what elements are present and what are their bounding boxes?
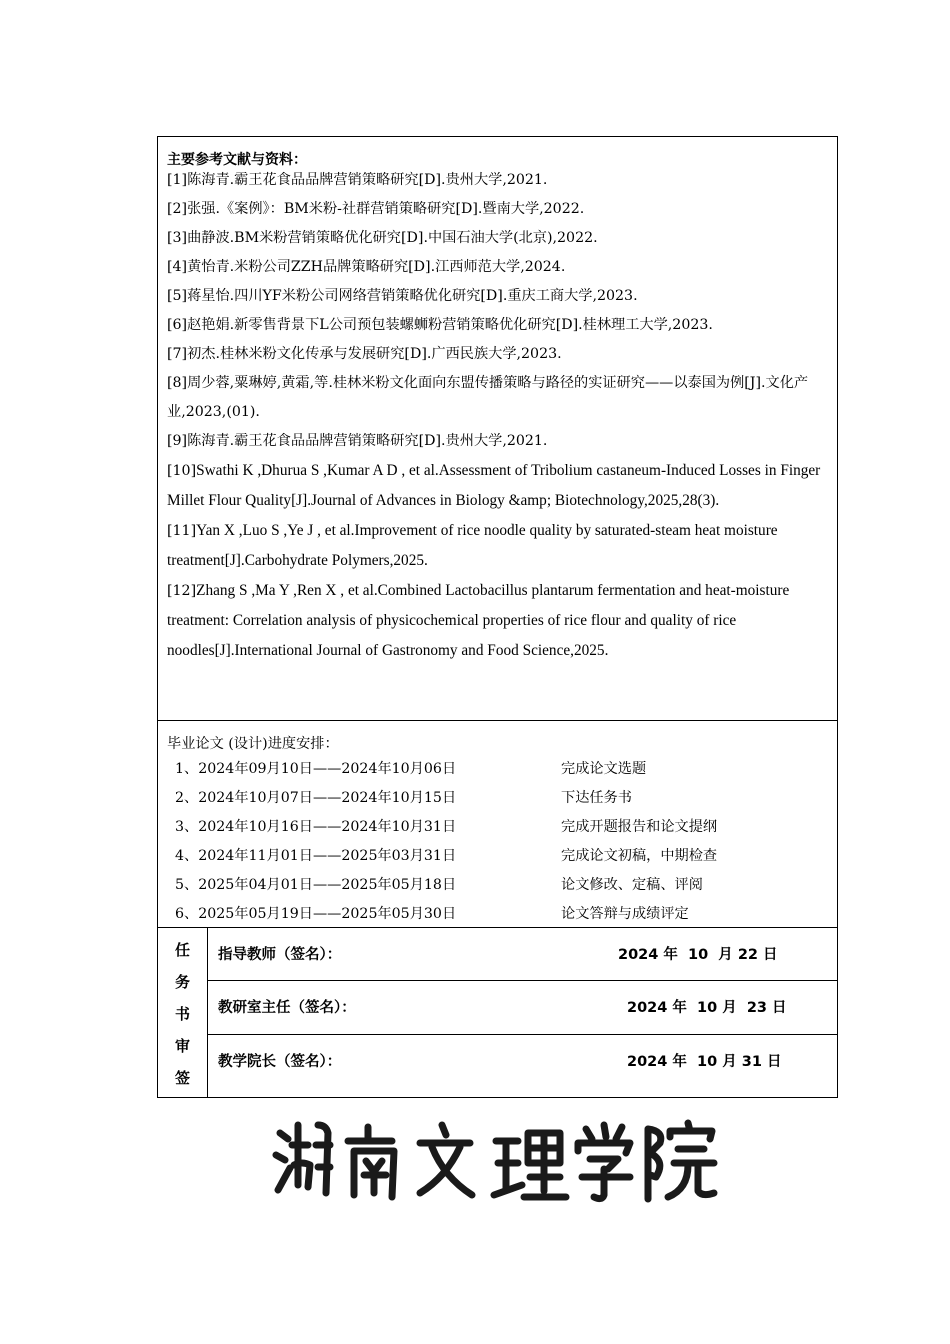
references-section: [158, 137, 837, 721]
reference-text: [5]蒋星怡.四川YF米粉公司网络营销策略优化研究[D].重庆工商大学,2023.: [167, 288, 638, 304]
schedule-row: [167, 784, 829, 813]
signoff-date: 2024 年 10 月 22 日: [618, 947, 778, 963]
reference-text: [6]赵艳娟.新零售背景下L公司预包装螺蛳粉营销策略优化研究[D].桂林理工大学,2023.: [167, 317, 713, 333]
schedule-task: 完成论文初稿，中期检查: [561, 848, 718, 864]
reference-item: [167, 427, 829, 456]
signoff-label: 指导教师（签名）：: [218, 947, 342, 963]
references-title: 主要参考文献与资料：: [167, 152, 307, 168]
side-char: 书: [174, 1005, 190, 1023]
reference-number: [12]: [167, 583, 197, 599]
reference-text: Yan X ,Luo S ,Ye J , et al.Improvement of rice noodle quality by saturated-steam heat moisture treatment[J].Carbohydrate Polymers,2025.: [167, 522, 778, 569]
reference-text: [3]曲静波.BM米粉营销策略优化研究[D].中国石油大学(北京),2022.: [167, 230, 598, 246]
reference-number: [10]: [167, 463, 197, 479]
schedule-task: 完成论文选题: [561, 761, 647, 777]
reference-item: [167, 311, 829, 340]
schedule-row: [167, 871, 829, 900]
schedule-dates: 6、2025年05月19日——2025年05月30日: [175, 906, 457, 922]
side-char: 任: [174, 941, 190, 959]
signoff-label: 教研室主任（签名）：: [218, 1000, 356, 1016]
reference-item: [167, 576, 829, 666]
reference-text: [1]陈海青.霸王花食品品牌营销策略研究[D].贵州大学,2021.: [167, 172, 548, 188]
schedule-section: [158, 721, 837, 928]
reference-item: [167, 340, 829, 369]
task-form-table: [157, 136, 838, 1098]
reference-item: [167, 282, 829, 311]
signoff-date: 2024 年 10 月 23 日: [627, 1000, 787, 1016]
reference-text: [8]周少蓉,粟琳婷,黄霜,等.桂林米粉文化面向东盟传播策略与路径的实证研究——以泰国为例[J].文化产业,2023,(01).: [167, 375, 809, 420]
schedule-dates: 5、2025年04月01日——2025年05月18日: [175, 877, 457, 893]
schedule-dates: 1、2024年09月10日——2024年10月06日: [175, 761, 457, 777]
side-char: 务: [174, 973, 190, 991]
reference-text: [2]张强.《案例》：BM米粉-社群营销策略研究[D].暨南大学,2022.: [167, 201, 585, 217]
schedule-row: [167, 842, 829, 871]
schedule-task: 完成开题报告和论文提纲: [561, 819, 718, 835]
reference-item: [167, 253, 829, 282]
reference-text: Zhang S ,Ma Y ,Ren X , et al.Combined Lactobacillus plantarum fermentation and heat-moisture treatment: Correlation analysis of physicochemical properties of rice flour and quality of rice noodles[J].International Journal of Gastronomy and Food Science,2025.: [167, 582, 790, 659]
signoff-date: 2024 年 10 月 31 日: [627, 1054, 782, 1070]
reference-item: [167, 456, 829, 516]
reference-item: [167, 166, 829, 195]
reference-text: [7]初杰.桂林米粉文化传承与发展研究[D].广西民族大学,2023.: [167, 346, 562, 362]
signoff-row-dean: [208, 1035, 837, 1098]
signoff-side-label: [158, 928, 208, 1098]
reference-item: [167, 195, 829, 224]
reference-text: [9]陈海青.霸王花食品品牌营销策略研究[D].贵州大学,2021.: [167, 433, 548, 449]
schedule-row: [167, 900, 829, 929]
university-calligraphy-logo: [270, 1115, 725, 1205]
schedule-row: [167, 813, 829, 842]
signoff-row-advisor: [208, 928, 837, 981]
signoff-section: [158, 928, 837, 1098]
schedule-dates: 4、2024年11月01日——2025年03月31日: [175, 848, 457, 864]
signoff-label: 教学院长（签名）：: [218, 1054, 342, 1070]
schedule-task: 论文答辩与成绩评定: [561, 906, 689, 922]
side-char: 签: [174, 1069, 190, 1087]
schedule-row: [167, 755, 829, 784]
schedule-task: 下达任务书: [561, 790, 632, 806]
reference-text: [4]黄怡青.米粉公司ZZH品牌策略研究[D].江西师范大学,2024.: [167, 259, 566, 275]
schedule-dates: 2、2024年10月07日——2024年10月15日: [175, 790, 457, 806]
signoff-row-director: [208, 981, 837, 1035]
side-char: 审: [174, 1037, 190, 1055]
schedule-task: 论文修改、定稿、评阅: [561, 877, 703, 893]
reference-item: [167, 224, 829, 253]
reference-item: [167, 516, 829, 576]
reference-item: [167, 369, 829, 427]
reference-number: [11]: [167, 523, 197, 539]
reference-text: Swathi K ,Dhurua S ,Kumar A D , et al.Assessment of Tribolium castaneum-Induced Losses in Finger Millet Flour Quality[J].Journal of Advances in Biology &amp; Biotechnology,2025,28(3).: [167, 462, 821, 509]
schedule-title: 毕业论文 (设计)进度安排：: [167, 736, 339, 752]
schedule-dates: 3、2024年10月16日——2024年10月31日: [175, 819, 457, 835]
